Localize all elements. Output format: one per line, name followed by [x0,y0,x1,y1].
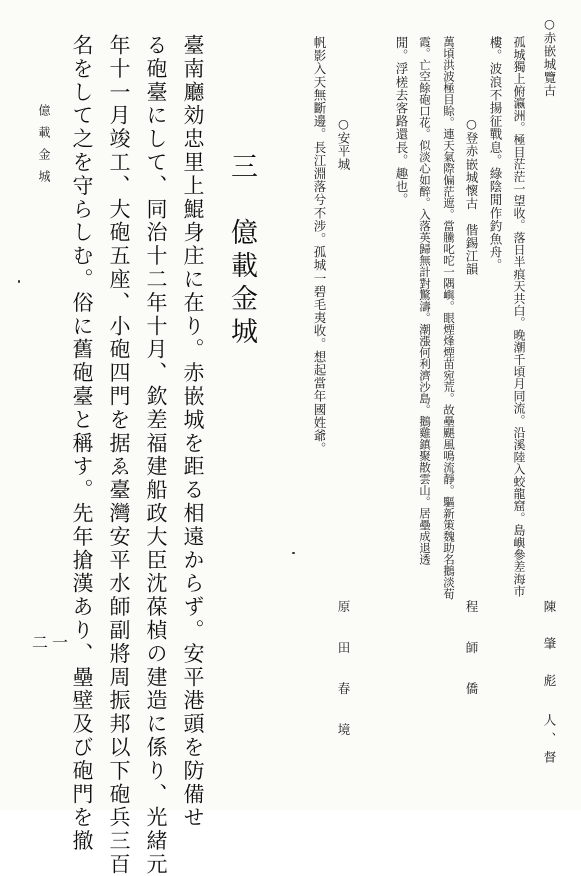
body-column: 年十一月竣工、大砲五座、小砲四門を据ゑ臺灣安平水師副將周振邦以下砲兵三百 [107,34,131,876]
ink-speck [292,552,295,554]
poem-title-tosekikan: ○登赤嵌城懷古 偕錫江韻 [464,116,479,276]
section-heading: 三 億載金城 [226,152,257,350]
poem-author: 程 師 僑 [464,600,479,703]
poem-line: 孤城獨上俯瀛洲。極目茫茫一望收。落日半痕天共白。晚潮千頃月同流。沿溪陸入蛟龍窟。島嶼參差海市 [512,36,526,598]
poem-line: 樓。波浪不揚征戰息。綠陰閒作釣魚舟。 [488,36,503,272]
poem-line: 帆影入天無斷邊。長江淵落兮不涉。孤城一碧毛夷收。想起當年國姓爺。 [312,36,327,456]
poem-author: 陳 肇 彪 人、督 [542,600,557,769]
ink-speck [18,280,20,283]
body-column: 臺南廳効忠里上鯤身庄に在り。赤嵌城を距る相遠からず。安平港頭を防備せ [181,34,205,830]
body-column: る砲臺にして、同治十二年十月、欽差福建船政大臣沈葆楨の建造に係り、光緒元 [144,34,168,876]
poem-title-sekikanjo: ○赤嵌城覽古 [542,16,557,98]
poem-title-anpingjo: ○安平城 [336,116,351,171]
body-column: 名をして之を守らしむ。俗に舊砲臺と稱す。先年搶漢あり、壘壁及び砲門を撤 [70,34,94,853]
poem-line: 萬頃洪波極目賒。連天氣際偏茫遮。當騰叱咜一隅嶼。眼煙烽煙苗宛荒。故壘颶風鳴流靜。驅新策魏助名鵝淡荀 [442,36,456,600]
poem-line: 閒。浮槎去客路還長。趣也。 [394,36,409,207]
running-head: 億載金城 [37,104,51,192]
poem-line: 霞。亡空餘砲口花。似淡心如醉。入落英歸無計對驚濤。潮漲何利濟沙島。鵝雞鎮聚散雲山。居壘成退透 [418,36,432,565]
page-number: 二一 [32,633,73,652]
poem-author: 原 田 春 境 [336,600,351,744]
